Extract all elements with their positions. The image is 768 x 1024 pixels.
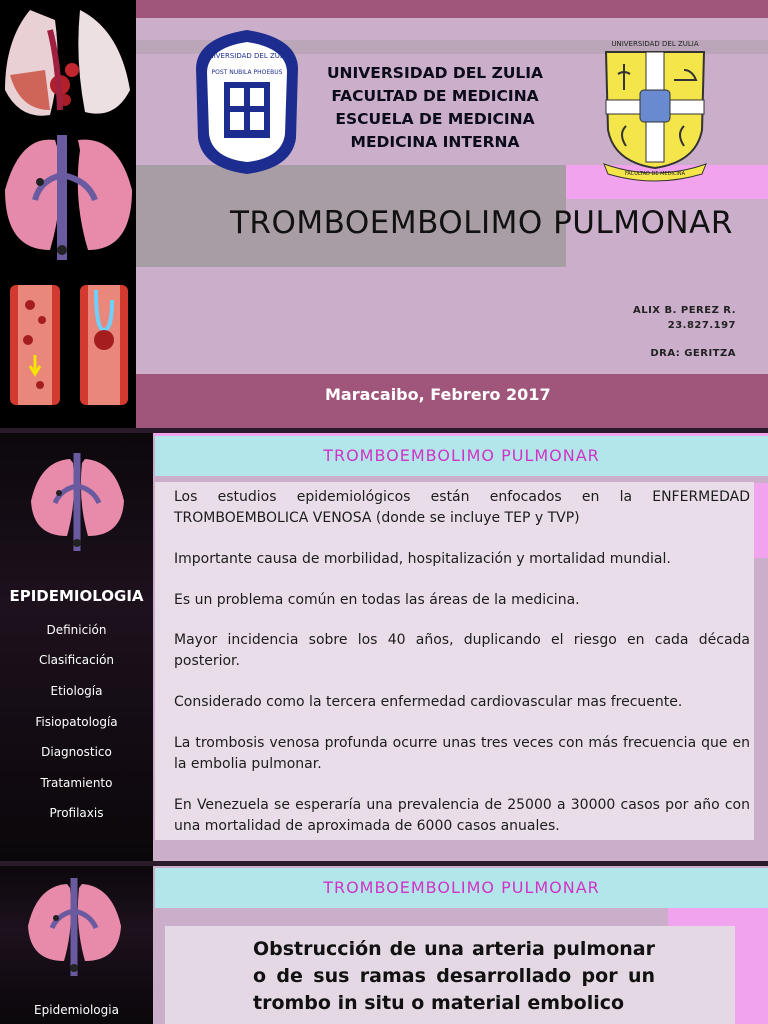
lungs-icon xyxy=(25,451,130,551)
nav-diagnostico[interactable]: Diagnostico xyxy=(41,745,112,759)
paragraph-2: Importante causa de morbilidad, hospitalización y mortalidad mundial. xyxy=(174,551,671,567)
paragraph-3: Es un problema común en todas las áreas de la medicina. xyxy=(174,592,580,608)
seal-motto: POST NUBILA PHOEBUS xyxy=(211,69,283,76)
sidebar xyxy=(0,433,153,861)
section-title: EPIDEMIOLOGIA xyxy=(9,587,144,605)
title-slide xyxy=(0,0,768,428)
seal-text: UNIVERSIDAD DEL ZULIA xyxy=(203,52,291,60)
header-line-3: ESCUELA DE MEDICINA xyxy=(335,110,535,128)
lung-illustrations xyxy=(0,0,136,428)
paragraph-4: Mayor incidencia sobre los 40 años, duplicando el riesgo en cada década posterior. xyxy=(174,632,750,669)
shield-top-text: UNIVERSIDAD DEL ZULIA xyxy=(611,40,699,48)
sidebar xyxy=(0,866,153,1024)
definition-box xyxy=(165,926,735,1024)
illustration-panel xyxy=(0,0,136,428)
content-box xyxy=(155,482,754,840)
header-line-2: FACULTAD DE MEDICINA xyxy=(331,87,539,105)
author-name: ALIX B. PEREZ R. xyxy=(632,305,736,316)
nav-clasificacion[interactable]: Clasificación xyxy=(38,653,115,667)
university-seal-icon xyxy=(192,28,302,176)
nav-profilaxis[interactable]: Profilaxis xyxy=(49,806,104,820)
header-line-1: UNIVERSIDAD DEL ZULIA xyxy=(326,64,544,82)
top-band xyxy=(136,0,768,18)
lungs-icon xyxy=(22,876,127,976)
nav-fisiopatologia[interactable]: Fisiopatología xyxy=(35,715,118,729)
definition-slide xyxy=(0,866,768,1024)
header-line-4: MEDICINA INTERNA xyxy=(350,133,520,151)
definition-text: Obstrucción de una arteria pulmonar o de sus ramas desarrollado por un trombo in situ o material embolico xyxy=(253,938,655,1014)
faculty-shield-icon xyxy=(596,34,714,182)
presentation-title: TROMBOEMBOLIMO PULMONAR xyxy=(230,205,733,241)
author-id: 23.827.197 xyxy=(667,320,736,331)
paragraph-5: Considerado como la tercera enfermedad cardiovascular mas frecuente. xyxy=(174,694,683,710)
advisor-name: DRA: GERITZA xyxy=(650,348,736,359)
shield-ribbon-text: FACULTAD DE MEDICINA xyxy=(624,171,686,177)
institution-header xyxy=(300,62,570,154)
paragraph-6: La trombosis venosa profunda ocurre unas tres veces con más frecuencia que en la embolia pulmonar. xyxy=(174,735,750,772)
slide-banner: TROMBOEMBOLIMO PULMONAR xyxy=(155,436,768,476)
nav-definicion[interactable]: Definición xyxy=(46,623,107,637)
epidemiology-slide xyxy=(0,433,768,861)
nav-tratamiento[interactable]: Tratamiento xyxy=(40,776,113,790)
paragraph-1: Los estudios epidemiológicos están enfocados en la ENFERMEDAD TROMBOEMBOLICA VENOSA (donde se incluye TEP y TVP) xyxy=(174,489,750,526)
nav-etiologia[interactable]: Etiología xyxy=(50,684,103,698)
paragraph-7: En Venezuela se esperaría una prevalencia de 25000 a 30000 casos por año con una mortalidad de aproximada de 6000 casos anuales. xyxy=(174,797,750,834)
nav-epidemiologia[interactable]: Epidemiologia xyxy=(34,1003,119,1017)
place-date: Maracaibo, Febrero 2017 xyxy=(325,385,551,404)
slide-banner: TROMBOEMBOLIMO PULMONAR xyxy=(155,868,768,908)
